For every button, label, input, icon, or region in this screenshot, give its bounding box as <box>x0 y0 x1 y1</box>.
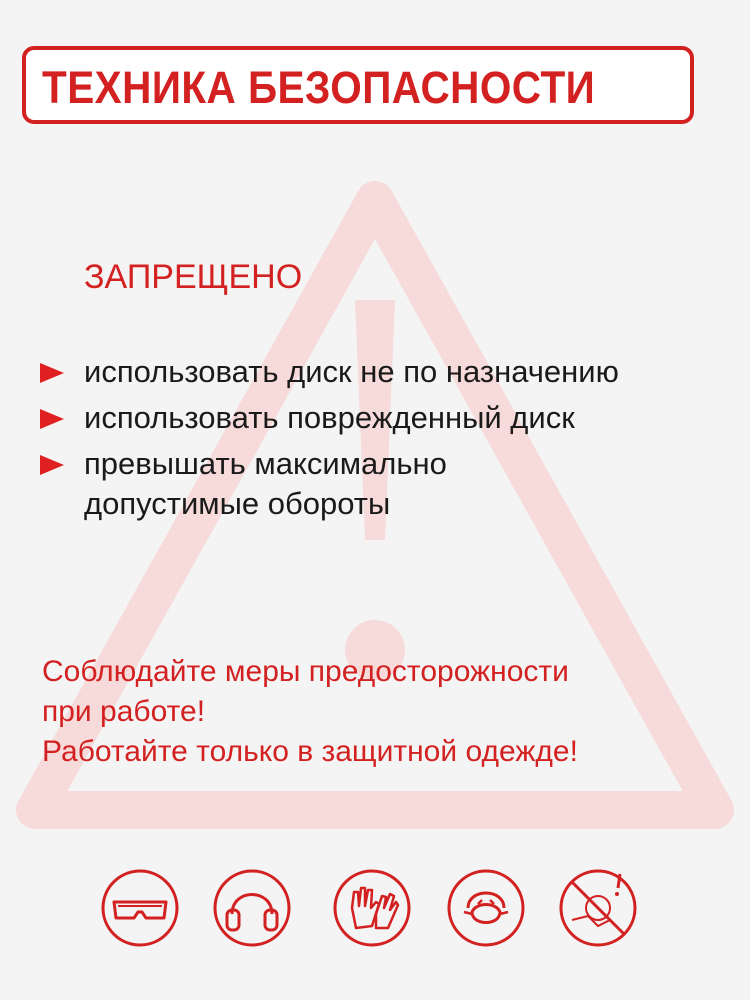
notice-line: при работе! <box>42 695 206 728</box>
list-item <box>38 352 684 392</box>
notice-line: Соблюдайте меры предосторожности <box>42 655 569 688</box>
gloves-icon <box>332 868 412 948</box>
rule-text: превышать максимально допустимые обороты <box>84 446 447 521</box>
section-title-forbidden: ЗАПРЕЩЕНО <box>84 258 303 296</box>
triangle-bullet-icon <box>38 398 84 438</box>
triangle-bullet-icon <box>38 444 84 484</box>
rule-text: использовать поврежденный диск <box>84 400 575 435</box>
respirator-mask-icon <box>446 868 526 948</box>
list-item <box>38 398 684 438</box>
no-damaged-disc-icon <box>558 868 638 948</box>
notice-line: Работайте только в защитной одежде! <box>42 735 578 768</box>
rule-text: использовать диск не по назначению <box>84 354 619 389</box>
list-item <box>38 444 684 524</box>
page-title: ТЕХНИКА БЕЗОПАСНОСТИ <box>42 62 596 113</box>
safety-notice <box>42 652 702 772</box>
ear-protection-icon <box>212 868 292 948</box>
ppe-icons-row <box>100 868 660 958</box>
triangle-bullet-icon <box>38 352 84 392</box>
forbidden-list <box>38 352 684 530</box>
safety-goggles-icon <box>100 868 180 948</box>
